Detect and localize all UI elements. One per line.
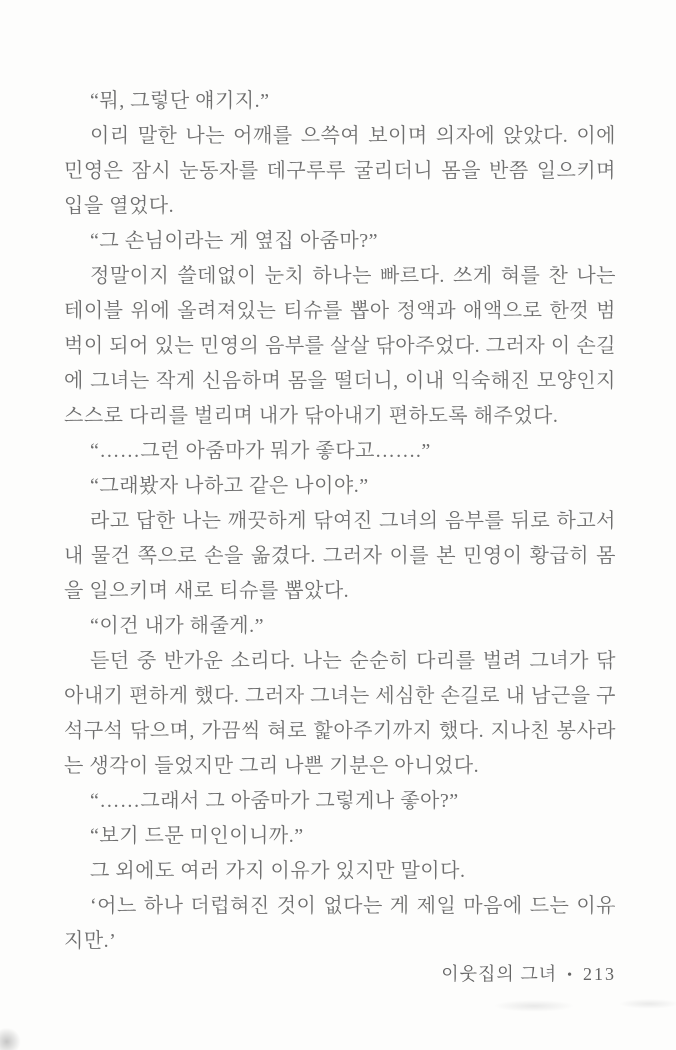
paragraph-narration: 정말이지 쓸데없이 눈치 하나는 빠르다. 쓰게 혀를 찬 나는 테이블 위에 올려져있는 티슈를 뽑아 정액과 애액으로 한껏 범벅이 되어 있는 민영의 음부를 살살 닦아주었다. 그러자 이 손길에 그녀는 작게 신음하며 몸을 떨더니, 이내 익숙해진 모양인지 스스로 다리를 벌리며 내가 닦아내기 편하도록 해주었다. <box>64 265 616 427</box>
running-footer <box>441 960 616 990</box>
paragraph-thought: ‘어느 하나 더럽혀진 것이 없다는 게 제일 마음에 드는 이유지만.’ <box>64 895 616 952</box>
paragraph-narration: 그 외에도 여러 가지 이유가 있지만 말이다. <box>90 860 466 882</box>
paragraph-dialogue: “뭐, 그렇단 얘기지.” <box>90 90 270 112</box>
paragraph-dialogue: “보기 드문 미인이니까.” <box>90 825 304 847</box>
footer-separator-dot: • <box>567 968 573 983</box>
paragraph-narration: 듣던 중 반가운 소리다. 나는 순순히 다리를 벌려 그녀가 닦아내기 편하게 했다. 그러자 그녀는 세심한 손길로 내 남근을 구석구석 닦으며, 가끔씩 혀로 핥아주기까지 했다. 지나친 봉사라는 생각이 들었지만 그리 나쁜 기분은 아니었다. <box>64 650 616 777</box>
paragraph-narration: 이리 말한 나는 어깨를 으쓱여 보이며 의자에 앉았다. 이에 민영은 잠시 눈동자를 데구루루 굴리더니 몸을 반쯤 일으키며 입을 열었다. <box>64 125 616 217</box>
body-text-block <box>64 84 616 959</box>
paragraph-dialogue: “……그런 아줌마가 뭐가 좋다고…….” <box>90 440 431 462</box>
paragraph-dialogue: “이건 내가 해줄게.” <box>90 615 264 637</box>
paragraph-dialogue: “그 손님이라는 게 옆집 아줌마?” <box>90 230 378 252</box>
paragraph-dialogue: “……그래서 그 아줌마가 그렇게나 좋아?” <box>90 790 459 812</box>
paragraph-narration: 라고 답한 나는 깨끗하게 닦여진 그녀의 음부를 뒤로 하고서 내 물건 쪽으로 손을 옮겼다. 그러자 이를 본 민영이 황급히 몸을 일으키며 새로 티슈를 뽑았다. <box>64 510 616 602</box>
footer-book-title: 이웃집의 그녀 <box>441 964 558 984</box>
footer-page-number: 213 <box>583 964 616 984</box>
paragraph-dialogue: “그래봤자 나하고 같은 나이야.” <box>90 475 369 497</box>
